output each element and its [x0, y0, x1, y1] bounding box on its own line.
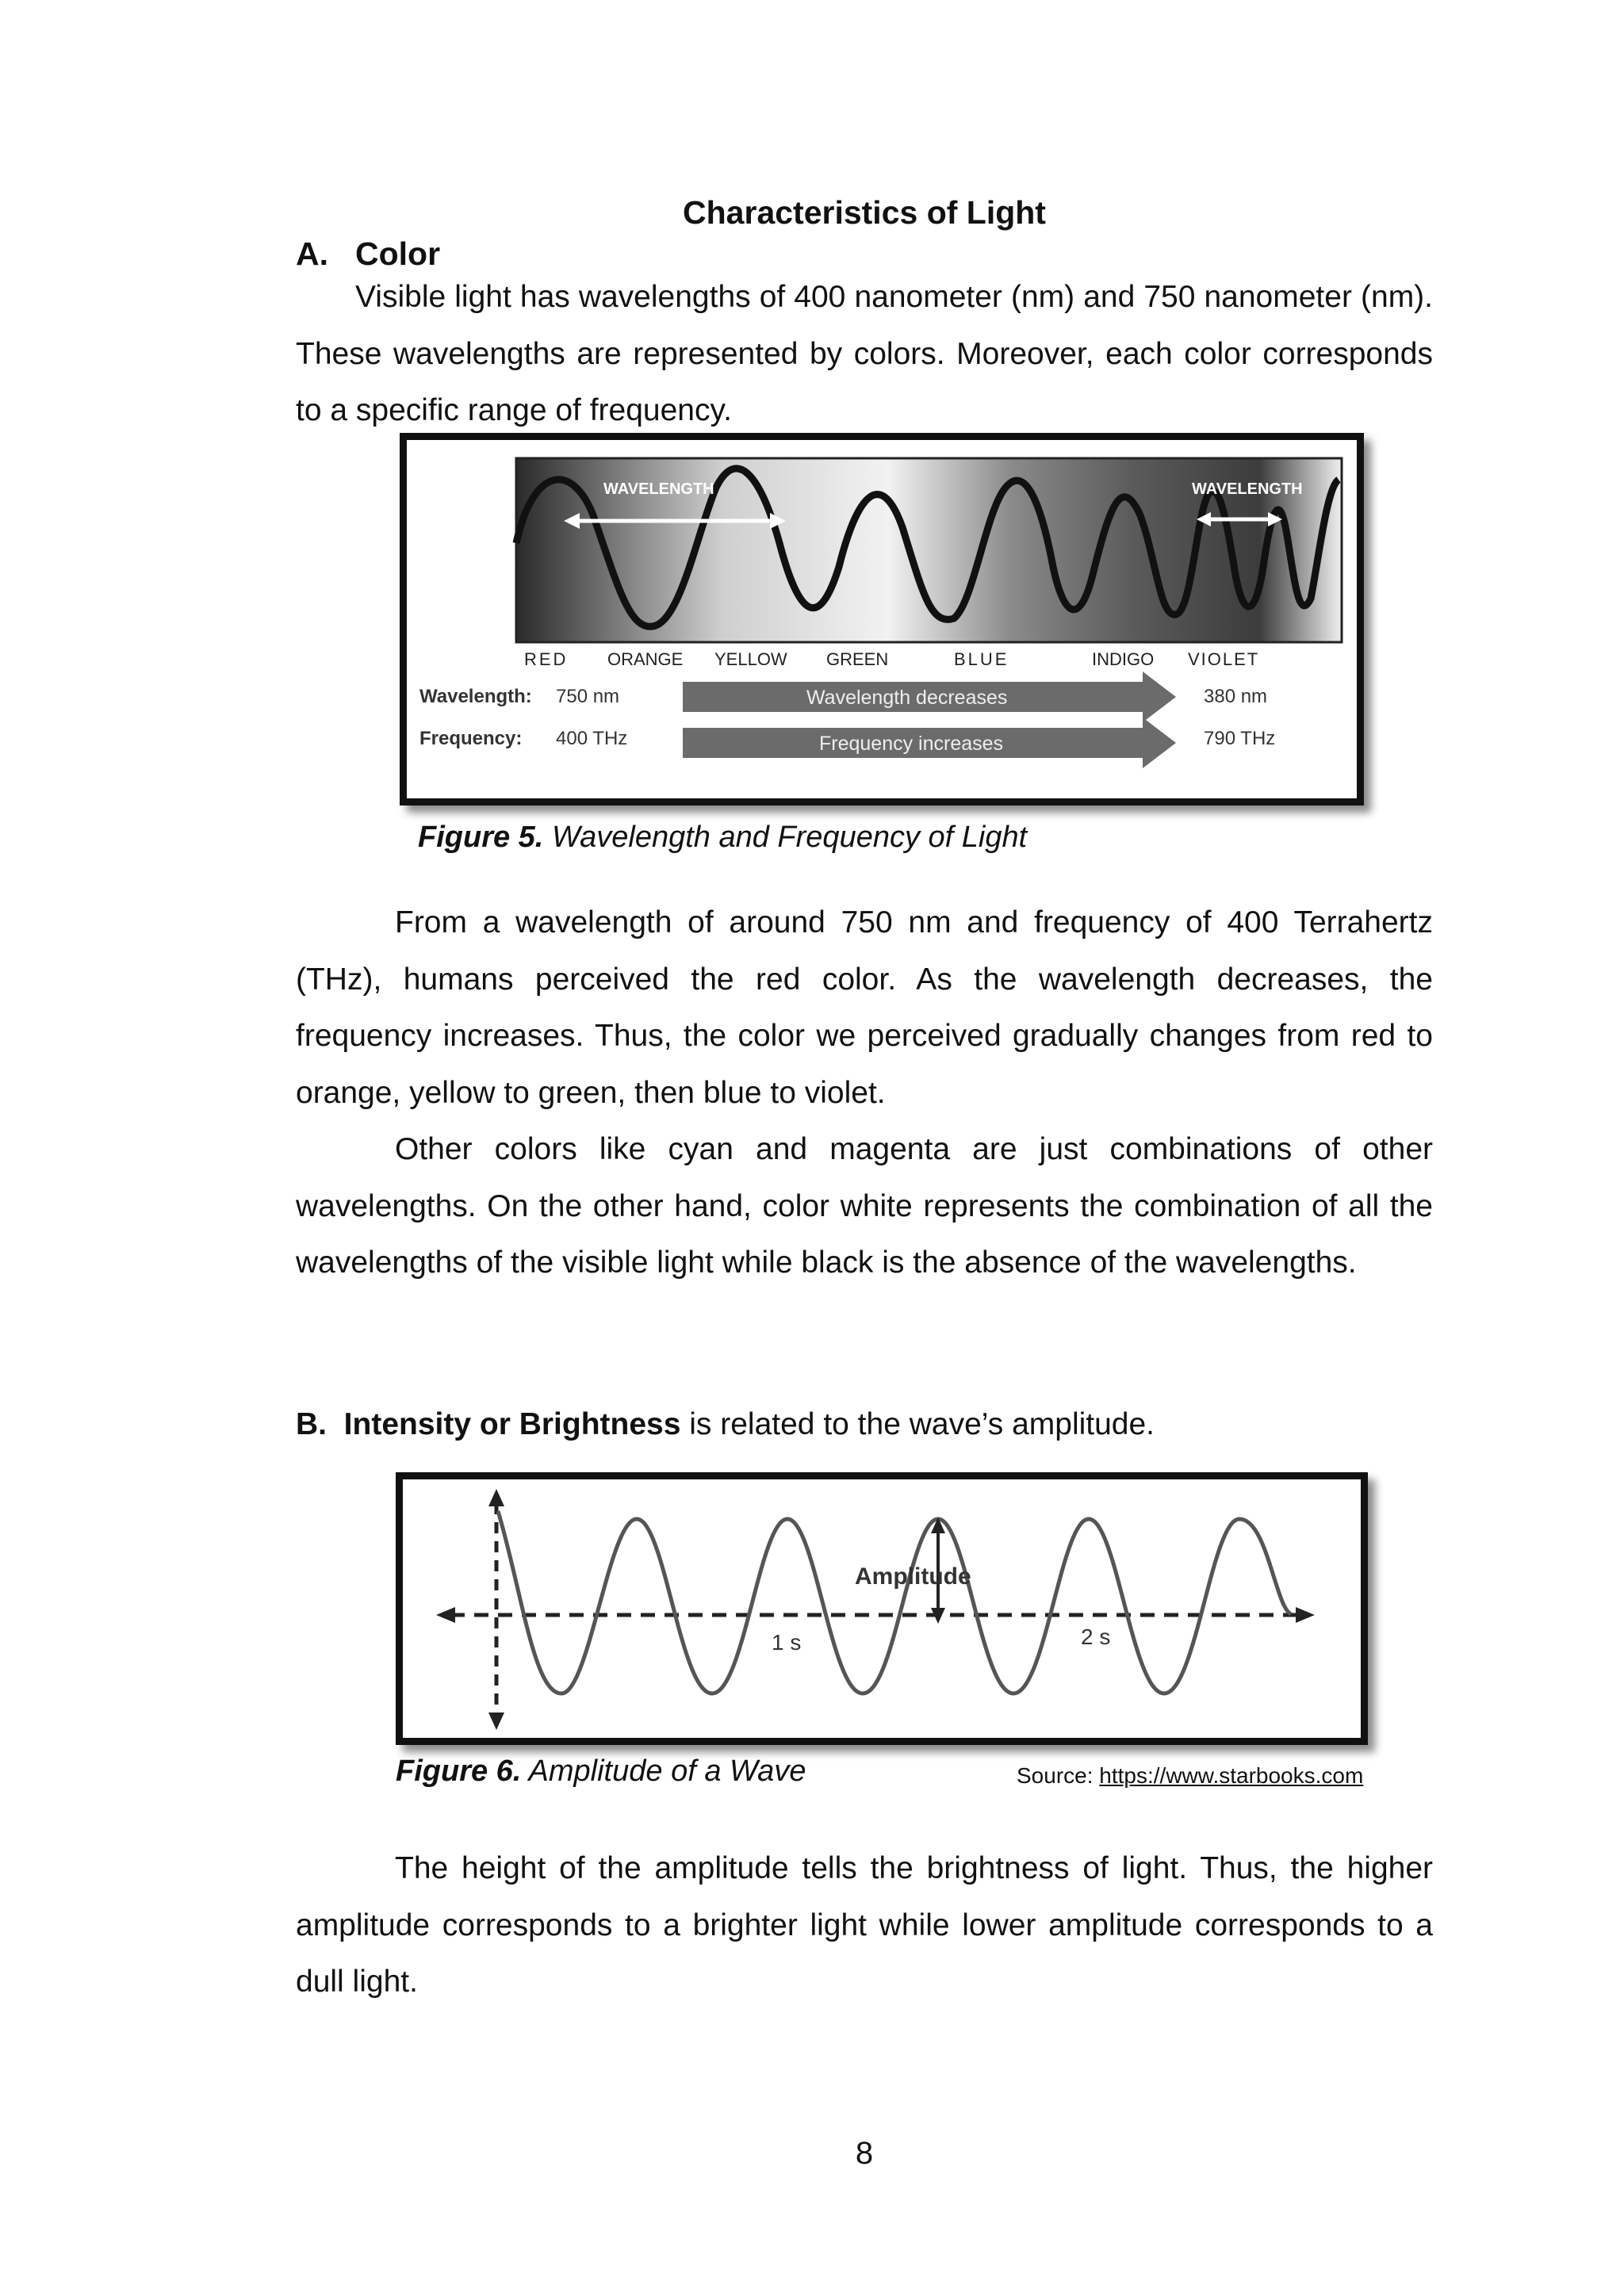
frequency-start-value: 400 THz	[556, 728, 628, 749]
section-a-paragraph-text: Visible light has wavelengths of 400 nanometer (nm) and 750 nanometer (nm). These wavelengths are represented by colors. Moreover, each color corresponds to a specific range of frequency.	[296, 280, 1433, 427]
color-label-yellow: YELLOW	[714, 649, 787, 669]
wavelength-label-right: WAVELENGTH	[1192, 480, 1303, 498]
section-b-rest: is related to the wave’s amplitude.	[680, 1407, 1155, 1441]
frequency-row-label: Frequency:	[419, 728, 523, 749]
section-a-paragraph	[296, 269, 1433, 439]
section-b-title: Intensity or Brightness	[343, 1407, 681, 1441]
figure-6-source	[1017, 1763, 1363, 1789]
color-label-violet: VIOLET	[1188, 649, 1260, 669]
color-label-red: RED	[524, 649, 569, 669]
wavelength-row-label: Wavelength:	[419, 686, 532, 707]
source-link[interactable]: https://www.starbooks.com	[1099, 1763, 1364, 1788]
color-label-blue: BLUE	[954, 649, 1009, 669]
figure-5-caption	[418, 821, 1027, 855]
paragraph-4-text: The height of the amplitude tells the brightness of light. Thus, the higher amplitude corresponds to a brighter light while lower amplitude corresponds to a dull light.	[296, 1851, 1433, 1999]
figure-6-image	[403, 1479, 1361, 1738]
paragraph-2-text: From a wavelength of around 750 nm and frequency of 400 Terrahertz (THz), humans perceived the red color. As the wavelength decreases, the frequency increases. Thus, the color we perceived gradually changes from red to orange, yellow to green, then blue to violet.	[296, 905, 1433, 1110]
figure-6-frame	[396, 1472, 1368, 1745]
section-a-letter: A.	[296, 235, 328, 272]
page-number: 8	[855, 2136, 874, 2171]
wavelength-start-value: 750 nm	[556, 686, 620, 707]
section-a-title: Color	[355, 235, 441, 272]
section-b-letter: B.	[296, 1407, 327, 1441]
frequency-end-value: 790 THz	[1204, 728, 1276, 749]
figure-6-caption	[396, 1755, 806, 1789]
wavelength-end-value: 380 nm	[1204, 686, 1268, 707]
amplitude-label: Amplitude	[855, 1563, 971, 1590]
paragraph-3-text: Other colors like cyan and magenta are just combinations of other wavelengths. On the other hand, color white represents the combination of all the wavelengths of the visible light while black is the absence of the wavelengths.	[296, 1132, 1433, 1280]
wavelength-arrow-label: Wavelength decreases	[806, 687, 1008, 709]
amplitude-wave	[498, 1511, 1291, 1693]
color-label-indigo: INDIGO	[1092, 649, 1155, 669]
paragraph-3	[296, 1121, 1433, 1292]
time-label-1s: 1 s	[772, 1630, 802, 1655]
figure-6-caption-number: Figure 6.	[396, 1755, 522, 1788]
paragraph-4	[296, 1840, 1433, 2011]
figure-5-caption-number: Figure 5.	[418, 821, 544, 854]
color-label-green: GREEN	[826, 649, 889, 669]
page-title: Characteristics of Light	[683, 194, 1046, 231]
time-label-2s: 2 s	[1081, 1624, 1111, 1649]
figure-5-image	[407, 440, 1357, 798]
figure-6-caption-text: Amplitude of a Wave	[528, 1755, 806, 1788]
figure-5-frame	[400, 433, 1364, 806]
source-label: Source:	[1017, 1763, 1100, 1788]
section-b-heading	[296, 1407, 1155, 1442]
figure-5-caption-text: Wavelength and Frequency of Light	[551, 821, 1028, 854]
wavelength-label-left: WAVELENGTH	[603, 480, 714, 498]
section-a-heading	[296, 235, 440, 273]
paragraph-2	[296, 894, 1433, 1121]
color-label-orange: ORANGE	[607, 649, 684, 669]
frequency-arrow-label: Frequency increases	[819, 733, 1004, 755]
